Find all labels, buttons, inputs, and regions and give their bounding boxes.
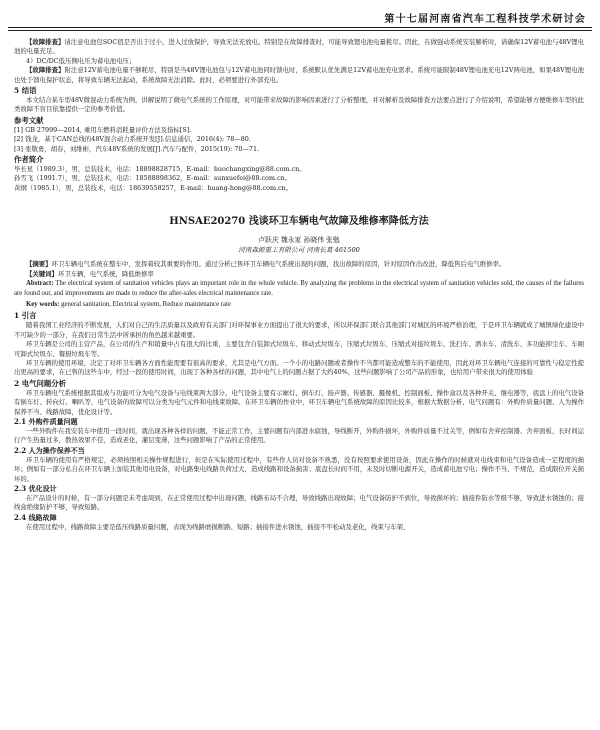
fault-paragraph-1: 【故障排查】请注意电池包SOC值是否出于过小，进入过放保护，导致无法充放电。特别是在故障排查时，可能导致锂电池电量耗尽。因此，在做强动系统安装解析时，请确保12V蓄电池与48V锂电池的电量充足。 (14, 38, 585, 56)
section-2-paragraph: 环卫车辆电气系统根据其组成与功能可分为电气设备与电线束两大部分。电气设备主要有示廓灯、倒车灯、扬声器、传感器、摄像机、控制面板、操作盒以及各种开关、继电器等，底盘上的电气设备有倒车灯、转向灯、喇叭等，电气设备的故障可以分类为电气元件和电线束故障。在环卫车辆的作业中，环卫车辆电气系统故障的原因比较多，根据大数据分析，电气问题有：外购件质量问题、人为操作保养不当、线路故障，优化设计等。 (14, 388, 584, 416)
section-2-4-heading: 2.4 线路故障 (14, 512, 57, 522)
section-2-2-heading: 2.2 人为操作保养不当 (14, 445, 85, 455)
running-header: 第十七届河南省汽车工程科技学术研讨会 (384, 14, 586, 25)
reference-item: [1] GB 27999—2014, 乘用车燃料消耗量评价方法及指标[S]. (14, 125, 192, 134)
section-2-heading: 2 电气问题分析 (14, 378, 67, 388)
list-item-4: 4）DC/DC低压侧电压为蓄电池电压； (26, 56, 136, 65)
section-2-3-heading: 2.3 优化设计 (14, 484, 57, 493)
page-content (14, 38, 584, 532)
section-2-1-paragraph: 一些外购件在我安装车中使用一段时间，就出现各种各样的问题，不能正常工作，主要问题有内部进水腐蚀，导线断开，外购件损坏，外购件质量不过关等，例如有舍弃控制器、舍弃面板，长时间运行产生热量过多，散热效果不佳，造成老化，灌层变薄，这些问题影响了产品的正常使用。 (14, 426, 584, 445)
header-rule (8, 27, 592, 28)
header-rule-thin (8, 30, 592, 31)
paper-authors: 卢跃庆 魏永家 孙晓伟 张勉 (258, 236, 340, 245)
section-1-paragraph: 环卫车辆是公司的主营产品，在公司的生产和销量中占有很大的比重，主要包含自装卸式垃圾车、移动式垃圾车，压缩式垃圾车、压缩式对接垃圾车、洗扫车、洒水车、清洗车、多功能抑尘车、车厢可卸式垃圾车、餐厨垃圾车等。 (14, 340, 584, 358)
paper-affiliation: 河南森源重工有限公司 河南长葛 461500 (238, 246, 360, 255)
fault-paragraph-2: 【故障排查】附注意12V蓄电池电量不够耗尽，特别是当48V锂电池包与12V蓄电池同时馈电时，系统默认优先满足12V蓄电池充电需求。系统可能限制48V锂电池充电12V两电池，如果48V锂电池也处于馈电保护状态，将导致车辆无法起动，系统故障无法消除。此时，必须要进行外部充电。 (14, 66, 584, 84)
section-2-2-paragraph: 环卫车辆的使用有严格规定，必须按照相关操作规程进行，但是在实际使用过程中，有些作人员对设备不熟悉，没有按照要求使用设备，因此在操作的时候就对电线束和电气设备造成一定程度的损坏；例如有一部分私自在环卫车辆上加装其他用电设备，对电路集电线路负荷过大，造成线路和设备损害；底盘长时间不用，未及时切断电源开关，造成蓄电池亏电；操作不当、不规范，造成限位开关损坏的。 (14, 455, 584, 483)
paper-title: HNSAE20270 浅谈环卫车辆电气故障及维修率降低方法 (169, 216, 429, 228)
section-2-3-paragraph: 在产品设计的时候，有一部分问题是未考虑周到，在正常使用过程中出现问题，线路布局不合理，导致线路出现故障；电气设备防护不到位，导致损坏的；插接件防水等级不够，导致进水锈蚀的；接线盒绝缘防护不够，导致短路。 (14, 494, 584, 512)
author-bio: 孙雪飞（1991.7），男，总装技术，电话：18588898362，E-mail：sunxuefei@88.com.cn。 (14, 174, 292, 183)
section-5-body: 本文结合某车型48V微混动力系统为例，讲解说明了微电气系统的工作原理，对可能带来故障的影响因素进行了分析整理，并对解析及故障排查方法要点进行了介绍说明，希望能够方便维修车型的此类故障不盲目依靠提供一定的参考价值。 (14, 96, 584, 114)
section-1-paragraph: 随着我国工业经济的不断发展，人们对自己的生活质量以及政府有关部门对环保事业方面提出了很大的要求，所以环保部门联合其他部门对城区的环境严格治理，于是环卫车辆就成了城镇绿化建设中不可缺少的一部分，在我们日常生活中所承担的角色越来越重要。 (14, 321, 584, 339)
section-5-heading: 5 结语 (14, 86, 37, 96)
author-bio-heading: 作者简介 (14, 155, 44, 165)
references-heading: 参考文献 (14, 115, 44, 125)
author-bio: 黄纲（1985.1），男，总装技术，电话：18639558257，E-mail：huang-hong@88.com.cn。 (14, 183, 293, 192)
abstract-cn: 【摘要】环卫车辆电气系统在整车中，发挥着较其重要的作用。通过分析已售环卫车辆电气系统出现的问题，找出故障的原因，针对原因作出改进，降低售后电气维修率。 (26, 260, 506, 269)
abstract-en: Abstract: The electrical system of sanitation vehicles plays an important role in the whole vehicle. By analyzing the problems in the electrical system of sanitation vehicles sold, the causes of the failures are found out, and improvements are made to reduce the after-sales electrical maintenance rate. (14, 280, 584, 297)
keywords-en: Key words: general sanitation, Electrical system, Reduce maintenance rate (26, 300, 231, 308)
reference-item: [3] 张敬勇，胡春，刘维彬，汽车48V系统的发展[J].汽车与配件，2015(19): 70—71. (14, 144, 260, 153)
section-2-4-paragraph: 在使用过程中，线路故障主要是低压线路质量问题，表现为线路磨损断路、短路；插接件进水锈蚀，插接不牢松动及老化，线束与车架、 (26, 522, 410, 531)
keywords-cn: 【关键词】环卫车辆，电气系统，降低维修率 (26, 269, 154, 278)
author-bio: 毕长星（1989.3），男，总装技术，电话：18898828715，E-mail：huochangxing@88.com.cn。 (14, 165, 306, 174)
section-1-heading: 1 引言 (14, 311, 37, 321)
section-1-paragraph: 环卫车辆的使用环境，决定了对环卫车辆各方面性能需要有很高的要求，尤其是电气方面。一个小的电路问题或者操作不当都可能造成整车的不能使用，因此对环卫车辆电气连接的可靠性与稳定性提出更高的要求，在已售的这些车中，经过一段的使用时间，出现了各种各样的问题，其中电气上的问题占据了大约40%，这些问题影响了公司产品的形象，也给用户带来很大的使用体验 (14, 358, 584, 377)
reference-item: [2] 钱龙，基于CAN总线的48V混合动力系统开发[J].信息通信，2016(4): 78—80. (14, 135, 251, 144)
section-2-1-heading: 2.1 外购件质量问题 (14, 416, 78, 426)
